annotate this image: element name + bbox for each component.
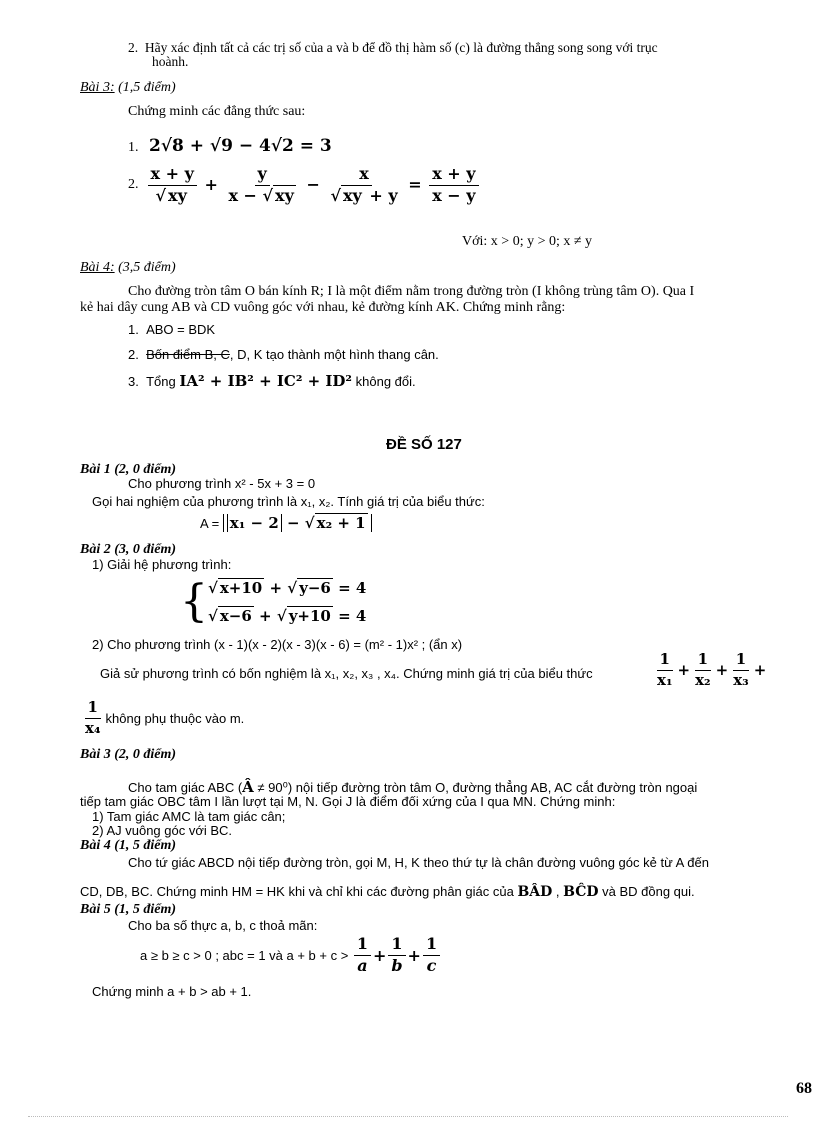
d-bai2-heading: Bài 2 (3, 0 điểm) (80, 542, 177, 557)
d-bai3-l1: Cho tam giác ABC (Â ≠ 90⁰) nội tiếp đường tròn tâm O, đường thẳng AB, AC cắt đường tròn ngoại (128, 778, 698, 796)
d-bai5-heading: Bài 5 (1, 5 điểm) (80, 902, 177, 917)
d-bai2-l3: Giả sử phương trình có bốn nghiệm là x₁, x₂, x₃ , x₄. Chứng minh giá trị của biểu thức (100, 666, 593, 681)
d-bai5-l3: Chứng minh a + b > ab + 1. (92, 984, 252, 999)
d-bai4-l2: CD, DB, BC. Chứng minh HM = HK khi và chỉ khi các đường phân giác của BÂD , BĈD và BD đồng qui. (80, 884, 695, 900)
page-number: 68 (796, 1080, 812, 1097)
bai3-eq1: 1. 2√8 + √9 − 4√2 = 3 (128, 136, 332, 156)
d-bai2-l4: $\frac{1}{\text{x₄}}$ không phụ thuộc vào m. (85, 698, 245, 737)
sum-expression: IA² + IB² + IC² + ID² (179, 372, 352, 390)
d-bai3-l2: tiếp tam giác OBC tâm I lần lượt tại M, N. Gọi J là điểm đối xứng của I qua MN. Chứng minh: (80, 794, 616, 809)
reciprocal-sum: $\frac{1}{\text{x₁}}$ + $\frac{1}{\text{x₂}}$ + $\frac{1}{\text{x₃}}$ + (657, 650, 767, 689)
bai4-p2: kẻ hai dây cung AB và CD vuông góc với nhau, kẻ đường kính AK. Chứng minh rằng: (80, 300, 566, 315)
d-bai2-l1: 1) Giải hệ phương trình: (92, 557, 232, 572)
d-bai3-heading: Bài 3 (2, 0 điểm) (80, 747, 177, 762)
d-bai5-l2: a ≥ b ≥ c > 0 ; abc = 1 và a + b + c > $\frac{1}{a}$ + $\frac{1}{b}$ + $\frac{1}{c}$ (140, 936, 442, 975)
d-bai1-l2: Gọi hai nghiệm của phương trình là x₁, x₂. Tính giá trị của biểu thức: (92, 494, 485, 509)
system-equations: { √ x+10 + √ y−6 = 4 √ x−6 + √ y+10 = 4 (180, 576, 367, 627)
equation-1: 2√8 + √9 − 4√2 = 3 (149, 136, 332, 156)
bai4-heading: Bài 4: (3,5 điểm) (80, 260, 176, 275)
bai4-item1: 1. ABO = BDK (128, 322, 216, 337)
section-title: ĐỀ SỐ 127 (386, 436, 462, 453)
bai3-intro: Chứng minh các đẳng thức sau: (128, 104, 306, 119)
top-item-2-cont: hoành. (152, 54, 189, 69)
d-bai2-l2: 2) Cho phương trình (x - 1)(x - 2)(x - 3)(x - 6) = (m² - 1)x² ; (ẩn x) (92, 637, 463, 652)
footer-divider (28, 1116, 788, 1117)
d-bai1-l1: Cho phương trình x² - 5x + 3 = 0 (128, 476, 316, 491)
bai4-item3: 3. Tổng IA² + IB² + IC² + ID² không đổi. (128, 372, 416, 390)
d-bai1-expr: A = x₁ − 2 − √ x₂ + 1 (200, 514, 372, 532)
equation-2: $\frac{x + y}{√ xy}$ + $\frac{y}{x - √ xy}$ − $\frac{x}{√ xy + y}$ = $\frac{x + y}{x - y}$ (146, 166, 481, 205)
d-bai3-l4: 2) AJ vuông góc với BC. (92, 823, 233, 838)
d-bai5-l1: Cho ba số thực a, b, c thoả mãn: (128, 918, 318, 933)
bai4-item2: 2. Bốn điểm B, C, D, K tạo thành một hình thang cân. (128, 347, 439, 362)
d-bai4-heading: Bài 4 (1, 5 điểm) (80, 838, 177, 853)
bai3-eq2: 2. $\frac{x + y}{√ xy}$ + $\frac{y}{x - √ xy}$ − $\frac{x}{√ xy + y}$ = $\frac{x + y}{x - y}$ (128, 166, 481, 205)
d-bai4-l1: Cho tứ giác ABCD nội tiếp đường tròn, gọi M, H, K theo thứ tự là chân đường vuông góc kẻ từ A đến (128, 855, 709, 870)
bai3-condition: Với: x > 0; y > 0; x ≠ y (462, 234, 593, 249)
bai4-p1: Cho đường tròn tâm O bán kính R; I là một điểm nằm trong đường tròn (I không trùng tâm O). Qua I (128, 284, 695, 299)
d-bai1-heading: Bài 1 (2, 0 điểm) (80, 462, 177, 477)
d-bai3-l3: 1) Tam giác AMC là tam giác cân; (92, 809, 286, 824)
top-item-2: 2. Hãy xác định tất cả các trị số của a và b để đồ thị hàm số (c) là đường thẳng song song với trục (128, 40, 658, 55)
bai3-heading: Bài 3: (1,5 điểm) (80, 80, 176, 95)
